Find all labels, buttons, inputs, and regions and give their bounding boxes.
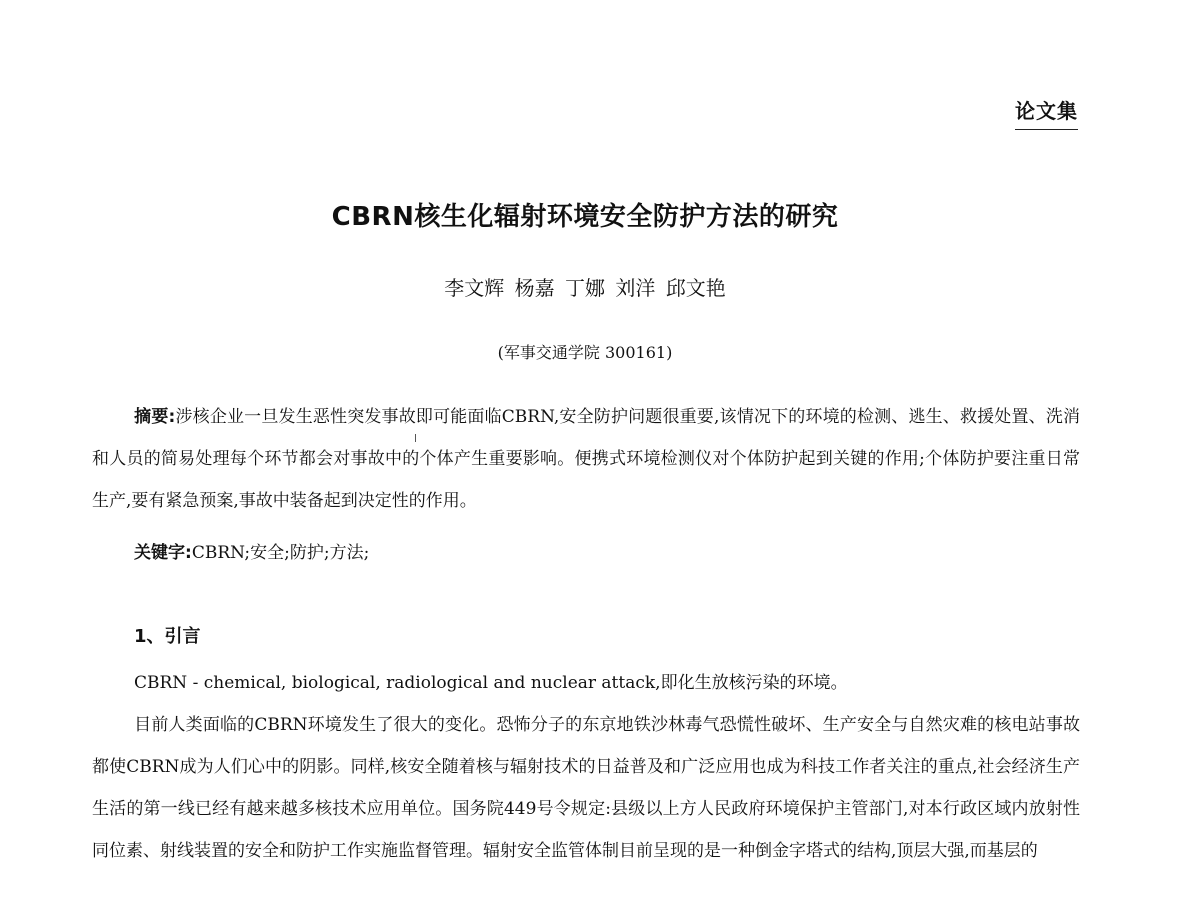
author-list: 李文辉 杨嘉 丁娜 刘洋 邱文艳 [444, 276, 726, 300]
affiliation: (军事交通学院 300161) [497, 343, 673, 362]
keywords-label: 关键字: [134, 543, 192, 563]
abstract-paragraph [92, 396, 1080, 522]
body-paragraph [92, 704, 1080, 872]
page-title: CBRN核生化辐射环境安全防护方法的研究 [331, 202, 839, 232]
section-body [92, 662, 1080, 872]
abstract-text: 涉核企业一旦发生恶性突发事故即可能面临CBRN,安全防护问题很重要,该情况下的环境的检测、逃生、救援处置、洗消和人员的简易处理每个环节都会对事故中的个体产生重要影响。便携式环境检测仪对个体防护起到关键的作用;个体防护要注重日常生产,要有紧急预案,事故中装备起到决定性的作用。 [92, 407, 1080, 511]
paragraph-text: CBRN - chemical, biological, radiological and nuclear attack,即化生放核污染的环境。 [134, 673, 848, 693]
keywords-line [134, 538, 1080, 568]
body-paragraph [92, 662, 1080, 704]
journal-section-tag: 论文集 [1015, 95, 1078, 130]
keywords-text: CBRN;安全;防护;方法; [191, 543, 370, 563]
abstract-label: 摘要: [134, 407, 176, 427]
section-heading-introduction: 1、引言 [134, 626, 201, 647]
paragraph-text: 目前人类面临的CBRN环境发生了很大的变化。恐怖分子的东京地铁沙林毒气恐慌性破坏、生产安全与自然灾难的核电站事故都使CBRN成为人们心中的阴影。同样,核安全随着核与辐射技术的日益普及和广泛应用也成为科技工作者关注的重点,社会经济生产生活的第一线已经有越来越多核技术应用单位。国务院449号令规定:县级以上方人民政府环境保护主管部门,对本行政区域内放射性同位素、射线装置的安全和防护工作实施监督管理。辐射安全监管体制目前呈现的是一种倒金字塔式的结构,顶层大强,而基层的 [92, 715, 1080, 861]
